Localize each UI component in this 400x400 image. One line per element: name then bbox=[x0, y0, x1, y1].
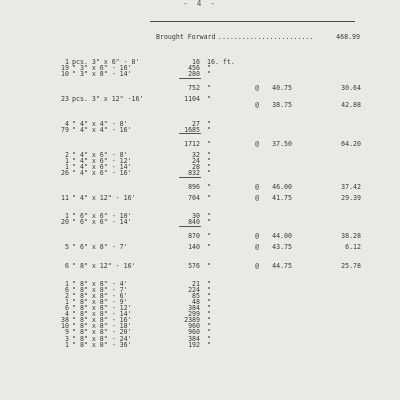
group-rate: 46.00 bbox=[272, 183, 292, 192]
row-desc: " 4" x 12" - 16' bbox=[72, 194, 136, 203]
group-subtotal: 752 bbox=[188, 84, 200, 93]
subtotal-rule bbox=[179, 177, 201, 178]
row-unit: " bbox=[207, 285, 211, 294]
row-qty: 1 bbox=[65, 162, 69, 171]
row-desc: " 8" x 8" - 18' bbox=[72, 322, 132, 331]
row-desc: " 6" x 6" - 10' bbox=[72, 212, 132, 221]
page-number: - 4 - bbox=[183, 0, 218, 8]
row-qty: 2 bbox=[65, 150, 69, 159]
group-amount: 38.28 bbox=[341, 232, 361, 241]
row-unit: " bbox=[207, 310, 211, 319]
row-qty: 3 bbox=[65, 334, 69, 343]
row-desc: " 8" x 8" - 14' bbox=[72, 310, 132, 319]
row-unit: 16. ft. bbox=[207, 58, 235, 66]
rate-marker: @ bbox=[255, 232, 259, 241]
row-unit: " bbox=[207, 279, 211, 288]
group-subtotal: 896 bbox=[188, 183, 200, 192]
row-qty: 38 bbox=[61, 316, 69, 325]
row-unit: " bbox=[207, 243, 211, 252]
row-unit: " bbox=[207, 150, 211, 159]
subtotal-rule bbox=[179, 226, 201, 227]
group-amount: 25.78 bbox=[341, 261, 361, 270]
row-unit: " bbox=[207, 334, 211, 343]
row-unit: " bbox=[207, 194, 211, 203]
row-unit: " bbox=[207, 119, 211, 128]
row-qty: 6 bbox=[65, 304, 69, 312]
row-desc: " 8" x 8" - 36' bbox=[72, 340, 132, 349]
row-board-feet: 21 bbox=[192, 279, 200, 288]
row-unit: " bbox=[207, 291, 211, 300]
row-board-feet: 280 bbox=[188, 70, 200, 79]
row-desc: pcs. 3" x 12" -16' bbox=[72, 95, 144, 104]
group-rate: 44.00 bbox=[272, 232, 292, 241]
row-desc: " 4" x 6" - 8' bbox=[72, 150, 128, 159]
group-rate: 40.75 bbox=[272, 84, 292, 93]
row-qty: 20 bbox=[61, 218, 69, 227]
row-unit: " bbox=[207, 322, 211, 331]
row-qty: 23 bbox=[61, 95, 69, 104]
row-desc: " 8" x 8" - 20' bbox=[72, 328, 132, 337]
row-unit: " bbox=[207, 169, 211, 177]
rate-marker: @ bbox=[255, 243, 259, 252]
row-desc: " 8" x 8" - 7' bbox=[72, 285, 128, 294]
row-desc: " 4" x 6" - 12' bbox=[72, 156, 132, 165]
row-board-feet: 576 bbox=[188, 261, 200, 270]
header-rule bbox=[150, 21, 355, 22]
row-desc: " 8" x 8" - 4' bbox=[72, 279, 128, 288]
row-board-feet: 299 bbox=[188, 310, 200, 319]
group-amount: 37.42 bbox=[341, 183, 361, 192]
row-unit: " bbox=[207, 95, 211, 104]
row-desc: " 6" x 8" - 7' bbox=[72, 243, 128, 252]
row-desc: " 8" x 8" - 16' bbox=[72, 316, 132, 325]
row-board-feet: 2389 bbox=[184, 316, 200, 325]
group-rate: 38.75 bbox=[272, 101, 292, 110]
row-qty: 79 bbox=[61, 125, 69, 134]
row-board-feet: 384 bbox=[188, 304, 200, 312]
row-qty: 5 bbox=[65, 243, 69, 252]
row-unit: " bbox=[207, 261, 211, 270]
row-unit: " bbox=[207, 156, 211, 165]
group-rate: 44.75 bbox=[272, 261, 292, 270]
row-qty: 10 bbox=[61, 70, 69, 79]
row-board-feet: 27 bbox=[192, 119, 200, 128]
row-desc: " 6" x 6" - 14' bbox=[72, 218, 132, 227]
row-desc: " 8" x 8" - 6' bbox=[72, 291, 128, 300]
row-board-feet: 960 bbox=[188, 328, 200, 337]
row-qty: 1 bbox=[65, 279, 69, 288]
row-unit: " bbox=[207, 125, 211, 134]
row-desc: pcs. 3" x 6" - 8' bbox=[72, 58, 140, 66]
row-board-feet: 192 bbox=[188, 340, 200, 349]
row-board-feet: 24 bbox=[192, 156, 200, 165]
row-qty: 4 bbox=[65, 310, 69, 319]
row-qty: 10 bbox=[61, 322, 69, 331]
row-qty: 1 bbox=[65, 340, 69, 349]
row-qty: 1 bbox=[65, 297, 69, 306]
row-board-feet: 384 bbox=[188, 334, 200, 343]
row-qty: 1 bbox=[65, 58, 69, 66]
row-unit: " bbox=[207, 139, 211, 148]
group-amount: 30.64 bbox=[341, 84, 361, 93]
group-rate: 37.50 bbox=[272, 139, 292, 148]
rate-marker: @ bbox=[255, 183, 259, 192]
row-unit: " bbox=[207, 328, 211, 337]
row-desc: " 8" x 8" - 9' bbox=[72, 297, 128, 306]
row-unit: " bbox=[207, 183, 211, 192]
row-board-feet: 1685 bbox=[184, 125, 200, 134]
row-qty: 4 bbox=[65, 119, 69, 128]
row-unit: " bbox=[207, 304, 211, 312]
row-board-feet: 704 bbox=[188, 194, 200, 203]
row-board-feet: 840 bbox=[188, 218, 200, 227]
row-board-feet: 32 bbox=[192, 150, 200, 159]
subtotal-rule bbox=[179, 78, 201, 79]
brought-forward-dots: ........................ bbox=[218, 33, 314, 41]
row-unit: " bbox=[207, 84, 211, 93]
row-desc: " 3" x 6" - 16' bbox=[72, 64, 132, 73]
brought-forward-label: Brought Forward bbox=[156, 33, 216, 41]
group-subtotal: 870 bbox=[188, 232, 200, 241]
row-unit: " bbox=[207, 297, 211, 306]
row-unit: " bbox=[207, 218, 211, 227]
row-board-feet: 224 bbox=[188, 285, 200, 294]
group-subtotal: 1712 bbox=[184, 139, 200, 148]
subtotal-rule bbox=[179, 133, 201, 134]
row-board-feet: 456 bbox=[188, 64, 200, 73]
row-desc: " 3" x 8" - 14' bbox=[72, 70, 132, 79]
row-qty: 11 bbox=[61, 194, 69, 203]
row-qty: 2 bbox=[65, 291, 69, 300]
row-qty: 9 bbox=[65, 328, 69, 337]
row-unit: " bbox=[207, 316, 211, 325]
row-unit: " bbox=[207, 340, 211, 349]
group-rate: 43.75 bbox=[272, 243, 292, 252]
row-board-feet: 832 bbox=[188, 169, 200, 177]
rate-marker: @ bbox=[255, 139, 259, 148]
row-board-feet: 140 bbox=[188, 243, 200, 252]
row-qty: 26 bbox=[61, 169, 69, 177]
row-board-feet: 1104 bbox=[184, 95, 200, 104]
row-qty: 1 bbox=[65, 156, 69, 165]
brought-forward-value: 468.99 bbox=[336, 33, 360, 41]
rate-marker: @ bbox=[255, 194, 259, 203]
row-desc: " 4" x 6" - 16' bbox=[72, 169, 132, 177]
row-desc: " 8" x 12" - 16' bbox=[72, 261, 136, 270]
row-unit: " bbox=[207, 232, 211, 241]
rate-marker: @ bbox=[255, 101, 259, 110]
row-unit: " bbox=[207, 70, 211, 79]
row-board-feet: 48 bbox=[192, 297, 200, 306]
group-amount: 64.20 bbox=[341, 139, 361, 148]
row-desc: " 4" x 4" - 16' bbox=[72, 125, 132, 134]
rate-marker: @ bbox=[255, 261, 259, 270]
group-amount: 6.12 bbox=[345, 243, 361, 252]
row-qty: 19 bbox=[61, 64, 69, 73]
row-desc: " 8" x 8" - 24' bbox=[72, 334, 132, 343]
row-board-feet: 28 bbox=[192, 162, 200, 171]
row-unit: " bbox=[207, 162, 211, 171]
row-unit: " bbox=[207, 64, 211, 73]
row-desc: " 8" x 8" - 12' bbox=[72, 304, 132, 312]
row-board-feet: 16 bbox=[192, 58, 200, 66]
row-desc: " 4" x 6" - 14' bbox=[72, 162, 132, 171]
group-amount: 29.39 bbox=[341, 194, 361, 203]
row-board-feet: 85 bbox=[192, 291, 200, 300]
group-rate: 41.75 bbox=[272, 194, 292, 203]
row-qty: 6 bbox=[65, 261, 69, 270]
row-qty: 6 bbox=[65, 285, 69, 294]
group-amount: 42.88 bbox=[341, 101, 361, 110]
row-board-feet: 30 bbox=[192, 212, 200, 221]
row-desc: " 4" x 4" - 8' bbox=[72, 119, 128, 128]
row-unit: " bbox=[207, 212, 211, 221]
row-board-feet: 960 bbox=[188, 322, 200, 331]
row-qty: 1 bbox=[65, 212, 69, 221]
rate-marker: @ bbox=[255, 84, 259, 93]
